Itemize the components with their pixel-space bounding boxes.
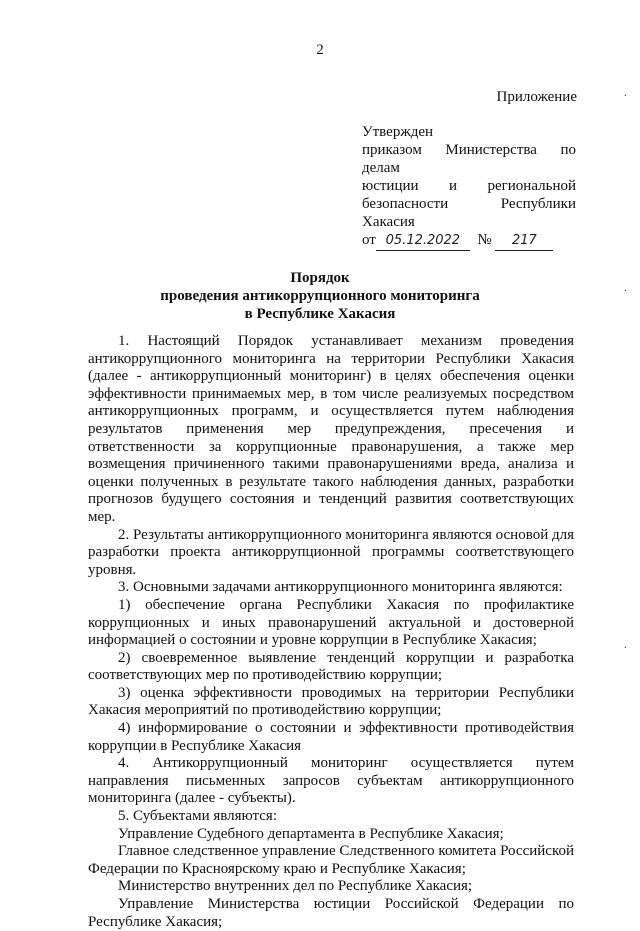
title-line-1: Порядок [290,270,350,286]
paragraph: 3. Основными задачами антикоррупционного мониторинга являются: [118,579,563,596]
approval-line-2: приказом Министерства по делам [362,142,576,176]
appendix-label: Приложение [496,89,577,105]
title-line-3: в Республике Хакасия [244,306,396,322]
number-prefix: № [477,232,492,248]
paragraph: 4) информирование о состоянии и эффективности противодействия коррупции в Республике Хакасия [88,720,574,754]
paragraph: 5. Субъектами являются: [118,808,278,825]
paragraph: 1. Настоящий Порядок устанавливает механизм проведения антикоррупционного мониторинга на территории Республики Хакасия (далее - антикоррупционный мониторинг) в целях обеспечения оценки эффективности принимаемых мер, в том числе реализуемых посредством антикоррупционных программ, и осуществляется путем наблюдения результатов применения мер предупреждения, пресечения и ответственности за коррупционные правонарушения, а также мер возмещения причиненного такими правонарушениями вреда, анализа и оценки полученных в результате такого наблюдения данных, разработки прогнозов будущего состояния и тенденций развития соответствующих мер. [88,333,574,525]
paragraph: Управление Судебного департамента в Республике Хакасия; [118,825,504,842]
paragraph: 2) своевременное выявление тенденций коррупции и разработка соответствующих мер по противодействию коррупции; [88,649,574,684]
paragraph: 2. Результаты антикоррупционного мониторинга являются основой для разработки проекта антикоррупционной программы соответствующего уровня. [88,526,574,578]
document-title [0,269,640,323]
page-number: 2 [316,42,324,58]
margin-mark-3: . [624,639,627,651]
paragraph: Главное следственное управление Следственного комитета Российской Федерации по Красноярскому краю и Республике Хакасия; [88,843,574,877]
handwritten-date: 05.12.2022 [376,232,470,251]
title-line-2: проведения антикоррупционного мониторинга [160,288,480,304]
paragraph: Управление Министерства юстиции Российской Федерации по Республике Хакасия; [88,896,574,930]
paragraph: 3) оценка эффективности проводимых на территории Республики Хакасия мероприятий по противодействию коррупции; [88,684,574,719]
approval-line-3: юстиции и региональной [362,178,576,194]
approval-line-4: безопасности Республики Хакасия [362,196,576,230]
approval-line-1: Утвержден [362,124,434,140]
approval-block [362,123,576,251]
approval-date-line [362,231,576,251]
margin-mark-2: . [624,282,627,294]
handwritten-number: 217 [495,232,553,251]
paragraph: Министерство внутренних дел по Республике Хакасия; [118,878,473,895]
date-prefix: от [362,232,376,248]
margin-mark-1: . [624,87,627,99]
paragraph: 4. Антикоррупционный мониторинг осуществляется путем направления письменных запросов субъектам антикоррупционного мониторинга (далее - субъекты). [88,755,574,807]
document-body [88,333,574,931]
paragraph: 1) обеспечение органа Республики Хакасия по профилактике коррупционных и иных правонарушений актуальной и достоверной информацией о состоянии и уровне коррупции в Республике Хакасия; [88,596,574,649]
